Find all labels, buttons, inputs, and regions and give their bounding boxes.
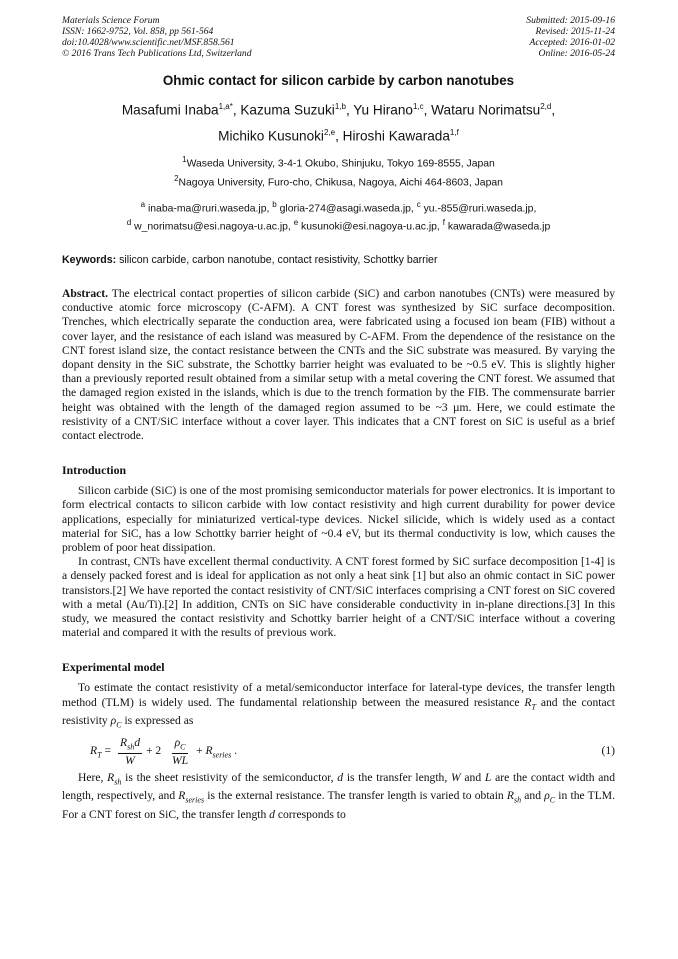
intro-paragraph-1: Silicon carbide (SiC) is one of the most promising semiconductor materials for power electronics. It is important to form electrical contacts to silicon carbide with low contact resistivity and high current durability for power device applications, especially for miniaturized vertical-type devices. Nickel silicide, which is widely used as a contact material for SiC, has a low Schottky barrier height of ~0.4 eV, but its thermal conductivity is low, which causes the problem of poor heat dissipation. — [62, 484, 615, 554]
text-run: is expressed as — [121, 714, 194, 728]
section-heading-introduction: Introduction — [62, 463, 127, 478]
email-text: kusunoki@esi.nagoya-u.ac.jp, — [301, 221, 443, 233]
eq-tail: + $R_{series}$ . — [196, 743, 237, 759]
keywords-label: Keywords: — [62, 253, 117, 266]
author-line-1 — [62, 96, 615, 122]
affiliation-1 — [62, 153, 615, 171]
eq-lhs: $R_T$ = — [90, 743, 111, 759]
affil-marker: 2 — [174, 173, 179, 183]
section-heading-experimental: Experimental model — [62, 660, 165, 675]
author-affil: 1,c — [412, 102, 424, 111]
symbol-sub: C — [116, 720, 122, 730]
journal-header — [62, 15, 615, 59]
email-text: gloria-274@asagi.waseda.jp, — [279, 203, 417, 215]
abstract-label: Abstract. — [62, 286, 109, 300]
keywords-text: silicon carbide, carbon nanotube, contact resistivity, Schottky barrier — [116, 253, 438, 266]
paper-page — [62, 15, 615, 822]
date-revised: Revised: 2015-11-24 — [535, 26, 615, 37]
email-marker: e — [293, 218, 299, 228]
exp-paragraph-2: Here, $R_{sh}$ is the sheet resistivity of the semiconductor, d is the transfer length, W and L are the contact width and length, respectively, and $R_{series}$ is the external resistance. The transfer length is varied to obtain $R_{sh}$ and $\rho_C$ in the TLM. For a CNT forest on SiC, the transfer length d corresponds to — [62, 770, 615, 821]
affil-text: Waseda University, 3-4-1 Okubo, Shinjuku, Tokyo 169-8555, Japan — [186, 158, 495, 170]
symbol-sub: T — [531, 701, 536, 711]
affiliations — [62, 153, 615, 190]
intro-paragraph-2: In contrast, CNTs have excellent thermal conductivity. A CNT forest formed by SiC surface decomposition [1-4] is a densely packed forest and is ideal for application as not only a heat sink [1] but also an ohmic contact in SiC power transistors.[2] We have reported the contact resistivity of CNT/SiC interfaces comprising a CNT forest on SiC covered with a metal (Au/Ti).[2] In addition, CNTs on SiC have considerable conductivity in in-plane directions.[3] In this study, we measured the contact resistivity and Schottky barrier height of a CNT/SiC interface without a covering material and compared it with the results of previous work. — [62, 555, 615, 640]
journal-copyright: © 2016 Trans Tech Publications Ltd, Switzerland — [62, 48, 252, 59]
email-marker: b — [272, 200, 277, 209]
abstract — [62, 287, 615, 443]
author-name: , Yu Hirano — [345, 102, 413, 118]
affiliation-2 — [62, 172, 615, 190]
author-affil: 1,f — [449, 127, 459, 137]
author-emails — [62, 198, 615, 235]
eq-fraction-1: $R_{sh}d$ W — [120, 735, 141, 767]
author-affil: 2,e — [323, 127, 336, 137]
journal-name: Materials Science Forum — [62, 15, 160, 26]
symbol: ρ — [110, 714, 117, 728]
date-accepted: Accepted: 2016-01-02 — [529, 37, 615, 48]
author-affil: 1,b — [334, 102, 346, 111]
exp-paragraph-1 — [62, 681, 615, 732]
equation-number: (1) — [601, 743, 615, 757]
paper-title: Ohmic contact for silicon carbide by carbon nanotubes — [162, 73, 515, 88]
affil-marker: 1 — [182, 155, 187, 165]
author-affil: 2,d — [540, 102, 552, 111]
journal-doi: doi:10.4028/www.scientific.net/MSF.858.561 — [62, 37, 235, 48]
author-name: Masafumi Inaba — [121, 102, 219, 118]
email-marker: a — [140, 200, 146, 209]
eq-fraction-2: $\frac{\rho_C}{WL}$ — [172, 735, 189, 767]
email-line-1 — [62, 198, 615, 216]
author-name: , Wataru Norimatsu — [423, 102, 541, 118]
email-text: yu.-855@ruri.waseda.jp, — [423, 203, 537, 215]
submission-dates — [526, 15, 615, 59]
equation-1 — [62, 735, 615, 769]
eq-plus-two: + 2 — [146, 743, 162, 757]
email-text: w_norimatsu@esi.nagoya-u.ac.jp, — [134, 221, 294, 233]
email-text: inaba-ma@ruri.waseda.jp, — [147, 203, 273, 215]
author-name: , Hiroshi Kawarada — [335, 128, 450, 144]
date-online: Online: 2016-05-24 — [538, 48, 615, 59]
author-name: , Kazuma Suzuki — [232, 102, 335, 118]
author-separator: , — [551, 102, 556, 118]
journal-issn: ISSN: 1662-9752, Vol. 858, pp 561-564 — [62, 26, 214, 37]
text-run: To estimate the contact resistivity of a metal/semiconductor interface for lateral-type devices, the transfer length method (TLM) is widely used. The fundamental relationship between the measured resistance — [62, 681, 615, 709]
email-line-2 — [62, 216, 615, 234]
abstract-text: The electrical contact properties of silicon carbide (SiC) and carbon nanotubes (CNTs) were measured by conductive atomic force microscopy (C-AFM). A CNT forest was synthesized by SiC surface decomposition. Trenches, which electrically separate the conduction area, were fabricated using a focused ion beam (FIB) without a cover layer, and the resistance of each island was measured by C-AFM. From the dependence of the resistance on the CNT forest island size, the contact resistance between the CNTs and the SiC substrate was measured. By varying the dopant density in the SiC substrate, the Schottky barrier height was evaluated to be ~0.5 eV. This is slightly higher than a previously reported result obtained from a similar setup with a metal covering the CNT forest. We assumed that the damaged region existed in the islands, which is due to the trench formation by the FIB. The commensurate barrier height was obtained with the length of the damaged region assumed to be ~3 µm. Here, we could estimate the resistivity of a CNT/SiC interface without a cover layer. This indicates that a CNT forest on SiC is useful as a brief contact electrode. — [62, 286, 615, 442]
author-line-2 — [62, 122, 615, 148]
email-marker: d — [126, 218, 132, 228]
affil-text: Nagoya University, Furo-cho, Chikusa, Nagoya, Aichi 464-8603, Japan — [178, 177, 503, 188]
keywords — [62, 254, 615, 266]
journal-info — [62, 15, 252, 59]
author-affil: 1,a* — [218, 102, 233, 111]
email-marker: f — [442, 218, 445, 228]
author-name: Michiko Kusunoki — [218, 128, 324, 144]
email-text: kawarada@waseda.jp — [447, 221, 551, 233]
author-list — [62, 96, 615, 147]
date-submitted: Submitted: 2015-09-16 — [526, 15, 615, 26]
symbol: R — [524, 695, 532, 709]
email-marker: c — [416, 200, 421, 209]
text-run: and the contact resistivity — [62, 695, 615, 728]
